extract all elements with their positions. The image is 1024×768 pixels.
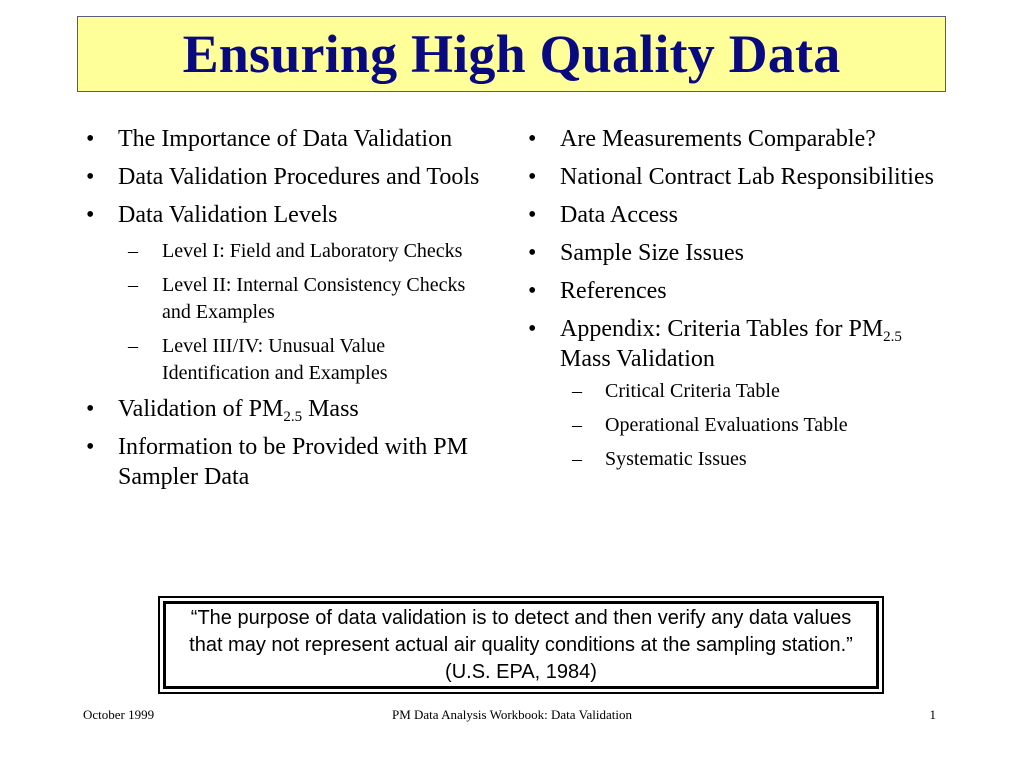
- bullet-text-prefix: Validation of PM: [118, 396, 284, 422]
- dash-icon: –: [572, 448, 582, 470]
- bullet-text: Information to be Provided with PM Sampler Data: [118, 434, 468, 490]
- bullet-dot-icon: •: [528, 202, 537, 228]
- pm-subscript: 2.5: [283, 409, 303, 425]
- bullet-dot-icon: •: [86, 434, 95, 460]
- bullet-text: Data Validation Procedures and Tools: [118, 164, 480, 190]
- pm-subscript: 2.5: [883, 329, 902, 345]
- sub-bullet-text: Operational Evaluations Table: [605, 414, 848, 436]
- bullet-text-suffix: Mass: [302, 396, 359, 422]
- title-box: [77, 16, 946, 92]
- bullet-dot-icon: •: [528, 278, 537, 304]
- bullet-procedures-and-tools: [82, 162, 494, 192]
- bullet-text: Are Measurements Comparable?: [560, 126, 876, 152]
- sub-bullet-text: Level III/IV: Unusual Value Identification and Examples: [162, 335, 388, 384]
- bullet-text: [118, 396, 359, 425]
- bullet-dot-icon: •: [528, 164, 537, 190]
- dash-icon: –: [128, 335, 138, 357]
- dash-icon: –: [572, 414, 582, 436]
- bullet-text: The Importance of Data Validation: [118, 126, 453, 152]
- sub-bullet-text: Level II: Internal Consistency Checks and Examples: [162, 274, 466, 323]
- dash-icon: –: [128, 274, 138, 296]
- quote-inner-frame: [163, 601, 879, 689]
- footer-date: October 1999: [83, 707, 155, 722]
- right-bullet-list: [524, 124, 944, 480]
- bullet-text: Sample Size Issues: [560, 240, 744, 266]
- dash-icon: –: [572, 380, 582, 402]
- sub-bullet-operational-evaluations: [524, 412, 944, 439]
- sub-bullet-level-1: [82, 238, 494, 265]
- bullet-text: Data Access: [560, 202, 678, 228]
- bullet-references: [524, 276, 944, 306]
- bullet-text: [560, 316, 902, 372]
- quote-box: [158, 596, 884, 694]
- sub-bullet-text: Level I: Field and Laboratory Checks: [162, 240, 463, 262]
- bullet-text: National Contract Lab Responsibilities: [560, 164, 934, 190]
- sub-bullet-text: Systematic Issues: [605, 448, 747, 470]
- bullet-text: References: [560, 278, 667, 304]
- bullet-dot-icon: •: [528, 126, 537, 152]
- bullet-dot-icon: •: [86, 126, 95, 152]
- bullet-dot-icon: •: [86, 202, 95, 228]
- left-bullet-list: [82, 124, 494, 500]
- sub-bullet-level-3-4: [82, 333, 494, 387]
- bullet-validation-pm25: [82, 394, 494, 424]
- footer-page-number: 1: [929, 707, 936, 722]
- bullet-text-prefix: Appendix: Criteria Tables for PM: [560, 316, 884, 342]
- sub-bullet-systematic-issues: [524, 446, 944, 473]
- sub-bullet-critical-criteria: [524, 378, 944, 405]
- bullet-appendix: [524, 314, 944, 374]
- sub-bullet-text: Critical Criteria Table: [605, 380, 780, 402]
- bullet-dot-icon: •: [528, 316, 537, 342]
- bullet-lab-responsibilities: [524, 162, 944, 192]
- bullet-dot-icon: •: [86, 164, 95, 190]
- bullet-dot-icon: •: [528, 240, 537, 266]
- quote-text: “The purpose of data validation is to detect and then verify any data values that may not represent actual air quality conditions at the sampling station.” (U.S. EPA, 1984): [189, 606, 853, 683]
- sub-bullet-level-2: [82, 272, 494, 326]
- bullet-sample-size: [524, 238, 944, 268]
- bullet-dot-icon: •: [86, 396, 95, 422]
- footer-title: PM Data Analysis Workbook: Data Validation: [391, 707, 633, 722]
- dash-icon: –: [128, 240, 138, 262]
- bullet-text: Data Validation Levels: [118, 202, 338, 228]
- bullet-importance-of-validation: [82, 124, 494, 154]
- bullet-data-access: [524, 200, 944, 230]
- bullet-validation-levels: [82, 200, 494, 230]
- bullet-sampler-data-info: [82, 432, 494, 492]
- bullet-text-suffix: Mass Validation: [560, 346, 715, 372]
- slide-title: Ensuring High Quality Data: [182, 24, 841, 84]
- bullet-measurements-comparable: [524, 124, 944, 154]
